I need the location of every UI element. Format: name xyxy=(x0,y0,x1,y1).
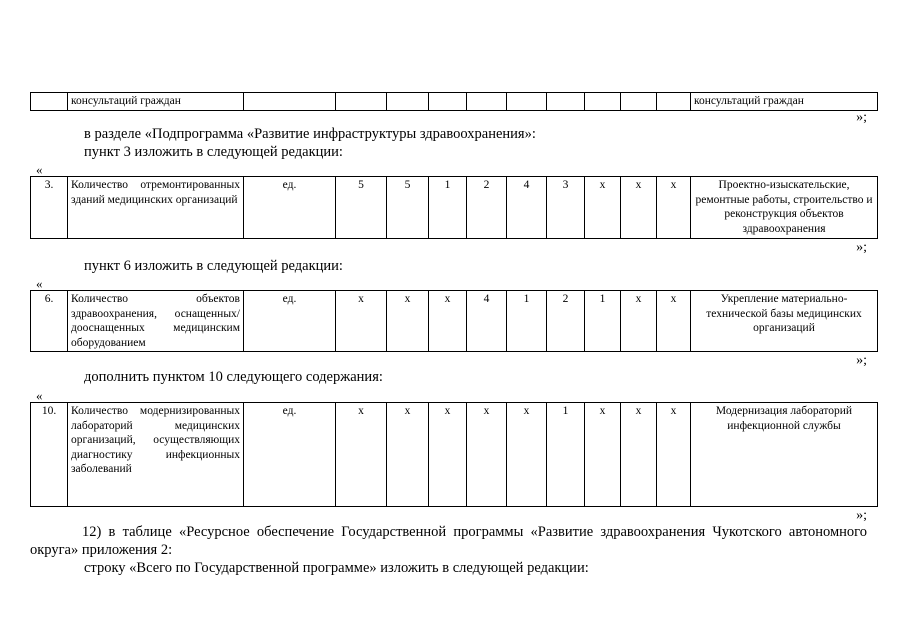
value-cell: 4 xyxy=(467,291,507,352)
paragraph-point-10: дополнить пунктом 10 следующего содержания: xyxy=(84,369,383,385)
value-cell xyxy=(657,93,691,111)
value-cell xyxy=(507,93,547,111)
table-fragment-top xyxy=(30,92,878,111)
value-cell: 1 xyxy=(585,291,621,352)
unit-cell xyxy=(244,93,336,111)
value-cell: 2 xyxy=(467,177,507,239)
value-cell: х xyxy=(657,403,691,507)
closing-quote: »; xyxy=(856,508,867,523)
value-cell: х xyxy=(429,291,467,352)
value-cell xyxy=(467,93,507,111)
value-cell: х xyxy=(387,403,429,507)
value-cell xyxy=(387,93,429,111)
opening-quote: « xyxy=(36,276,43,291)
measure-description: Проектно-изыскательские, ремонтные работы, строительство и реконструкция объектов здравоохранения xyxy=(691,177,878,239)
paragraph-point-3: пункт 3 изложить в следующей редакции: xyxy=(84,144,343,160)
unit-cell: ед. xyxy=(244,403,336,507)
value-cell xyxy=(621,93,657,111)
value-cell: х xyxy=(621,291,657,352)
indicator-name: Количество объектов здравоохранения, оснащенных/дооснащенных медицинским оборудованием xyxy=(68,291,244,352)
value-cell: х xyxy=(429,403,467,507)
closing-quote: »; xyxy=(856,240,867,255)
value-cell: х xyxy=(387,291,429,352)
value-cell: 5 xyxy=(387,177,429,239)
indicator-name: Количество отремонтированных зданий медицинских организаций xyxy=(68,177,244,239)
value-cell: 3 xyxy=(547,177,585,239)
value-cell: х xyxy=(621,403,657,507)
value-cell xyxy=(585,93,621,111)
table-row-10 xyxy=(30,402,878,507)
value-cell xyxy=(336,93,387,111)
table-row xyxy=(31,177,878,239)
row-number: 3. xyxy=(31,177,68,239)
measure-description: консультаций граждан xyxy=(691,93,878,111)
value-cell: 2 xyxy=(547,291,585,352)
value-cell: х xyxy=(621,177,657,239)
value-cell: 5 xyxy=(336,177,387,239)
row-number: 10. xyxy=(31,403,68,507)
value-cell: х xyxy=(336,291,387,352)
table-row xyxy=(31,291,878,352)
value-cell: 1 xyxy=(547,403,585,507)
unit-cell: ед. xyxy=(244,177,336,239)
value-cell: 1 xyxy=(429,177,467,239)
unit-cell: ед. xyxy=(244,291,336,352)
measure-description: Модернизация лабораторий инфекционной службы xyxy=(691,403,878,507)
value-cell: 1 xyxy=(507,291,547,352)
paragraph-total-row: строку «Всего по Государственной программе» изложить в следующей редакции: xyxy=(84,560,589,576)
value-cell: х xyxy=(585,403,621,507)
value-cell xyxy=(429,93,467,111)
paragraph-point-6: пункт 6 изложить в следующей редакции: xyxy=(84,258,343,274)
value-cell xyxy=(547,93,585,111)
table-row xyxy=(31,93,878,111)
row-number xyxy=(31,93,68,111)
value-cell: х xyxy=(467,403,507,507)
opening-quote: « xyxy=(36,388,43,403)
table-row xyxy=(31,403,878,507)
row-number: 6. xyxy=(31,291,68,352)
table-row-3 xyxy=(30,176,878,239)
measure-description: Укрепление материально-технической базы медицинских организаций xyxy=(691,291,878,352)
value-cell: х xyxy=(585,177,621,239)
indicator-name: Количество модернизированных лабораторий медицинских организаций, осуществляющих диагностику инфекционных заболеваний xyxy=(68,403,244,507)
indicator-name: консультаций граждан xyxy=(68,93,244,111)
value-cell: х xyxy=(507,403,547,507)
closing-quote: »; xyxy=(856,353,867,368)
paragraph-item-12: 12) в таблице «Ресурсное обеспечение Государственной программы «Развитие здравоохранения Чукотского автономного округа» приложения 2: xyxy=(30,524,867,558)
value-cell: х xyxy=(336,403,387,507)
value-cell: х xyxy=(657,177,691,239)
opening-quote: « xyxy=(36,162,43,177)
paragraph-subprogram: в разделе «Подпрограмма «Развитие инфраструктуры здравоохранения»: xyxy=(84,126,536,142)
value-cell: 4 xyxy=(507,177,547,239)
table-row-6 xyxy=(30,290,878,352)
value-cell: х xyxy=(657,291,691,352)
closing-quote: »; xyxy=(856,110,867,125)
